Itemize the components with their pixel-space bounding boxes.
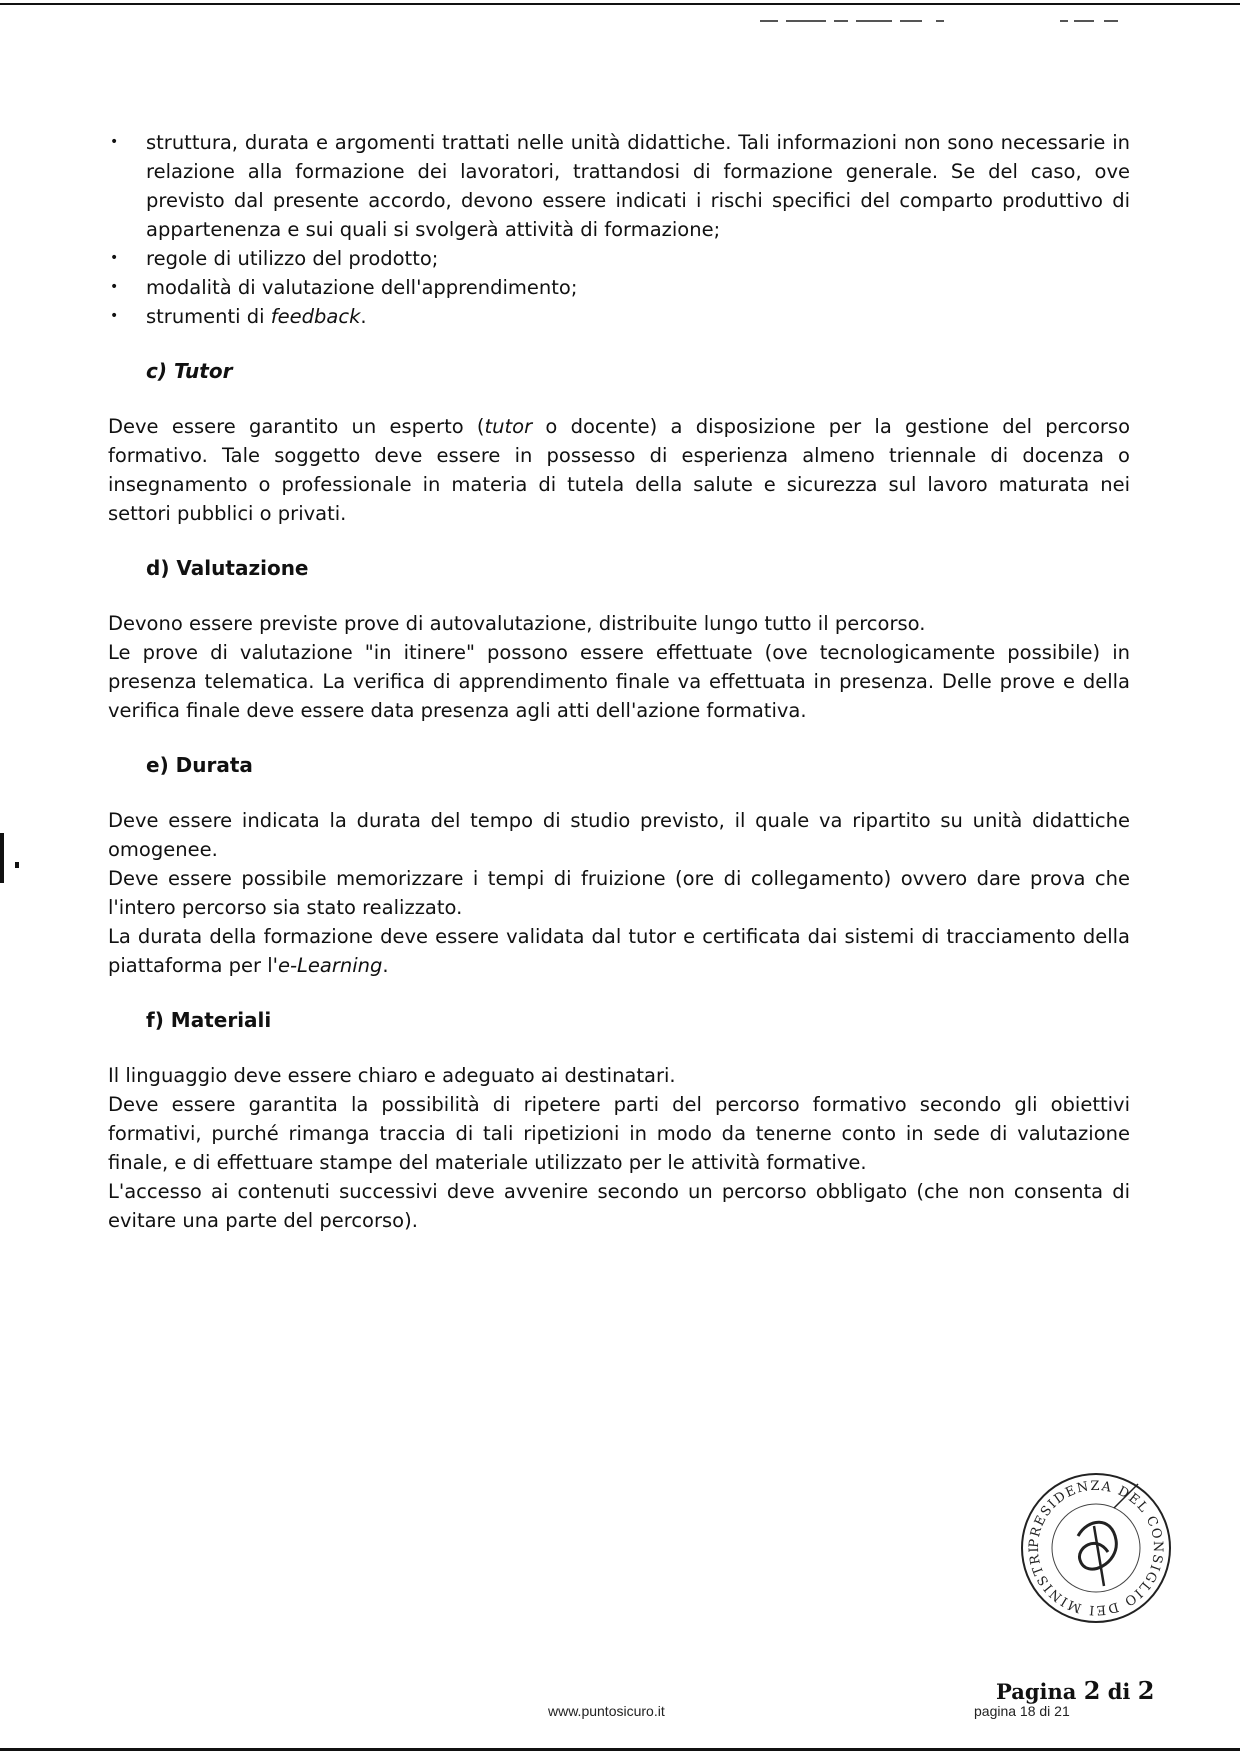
bullet-icon: • (110, 134, 119, 150)
paragraph: Deve essere possibile memorizzare i tempi di fruizione (ore di collegamento) ovvero dare prova che l'intero percorso sia stato realizzato. (108, 867, 1130, 919)
section-durata (108, 806, 1130, 980)
footer-url: www.puntosicuro.it (548, 1703, 665, 1719)
signature-stroke (1094, 1526, 1104, 1586)
bullet-icon: • (110, 308, 119, 324)
paragraph: La durata della formazione deve essere validata dal tutor e certificata dai sistemi di tracciamento della piattaforma per l'e-Learning. (108, 925, 1130, 977)
paragraph: L'accesso ai contenuti successivi deve avvenire secondo un percorso obbligato (che non consenta di evitare una parte del percorso). (108, 1180, 1130, 1232)
paragraph: Deve essere garantita la possibilità di ripetere parti del percorso formativo secondo gli obiettivi formativi, purché rimanga traccia di tali ripetizioni in modo da tenerne conto in sede di valutazione finale, e di effettuare stampe del materiale utilizzato per le attività formative. (108, 1093, 1130, 1174)
paragraph: Il linguaggio deve essere chiaro e adeguato ai destinatari. (108, 1064, 676, 1087)
section-title-tutor: c) Tutor (146, 359, 233, 383)
section-title-valutazione: d) Valutazione (146, 556, 309, 580)
list-item: • strumenti di feedback. (146, 302, 1130, 331)
page-number: Pagina 2 di 2 (996, 1676, 1155, 1705)
section-title-durata: e) Durata (146, 753, 253, 777)
bottom-rule (0, 1748, 1240, 1751)
paragraph: Deve essere garantito un esperto (tutor o docente) a disposizione per la gestione del percorso formativo. Tale soggetto deve essere in possesso di esperienza almeno triennale di docenza o insegnamento o professionale in materia di tutela della salute e sicurezza sul lavoro maturata nei settori pubblici o privati. (108, 415, 1130, 525)
paragraph: Deve essere indicata la durata del tempo di studio previsto, il quale va ripartito su unità didattiche omogenee. (108, 809, 1130, 861)
paragraph: Devono essere previste prove di autovalutazione, distribuite lungo tutto il percorso. (108, 612, 926, 635)
official-stamp (1016, 1468, 1176, 1628)
bullet-icon: • (110, 279, 119, 295)
document-body (108, 128, 1130, 1235)
list-item: • struttura, durata e argomenti trattati nelle unità didattiche. Tali informazioni non sono necessarie in relazione alla formazione dei lavoratori, trattandosi di formazione generale. Se del caso, ove previsto dal presente accordo, devono essere indicati i rischi specifici del comparto produttivo di appartenenza e sui quali si svolgerà attività di formazione; (146, 128, 1130, 244)
section-materiali (108, 1061, 1130, 1235)
bullet-icon: • (110, 250, 119, 266)
top-bullet-list (110, 128, 1130, 331)
top-rule (0, 3, 1240, 5)
footer-page-count: pagina 18 di 21 (974, 1703, 1070, 1719)
list-item: • modalità di valutazione dell'apprendimento; (146, 273, 1130, 302)
section-title-materiali: f) Materiali (146, 1008, 272, 1032)
left-margin-dot (15, 862, 19, 868)
faint-header-marks (760, 17, 1130, 27)
left-margin-mark (0, 833, 4, 883)
paragraph: Le prove di valutazione "in itinere" possono essere effettuate (ove tecnologicamente possibile) in presenza telematica. La verifica di apprendimento finale va effettuata in presenza. Delle prove e della verifica finale deve essere data presenza agli atti dell'azione formativa. (108, 641, 1130, 722)
section-tutor (108, 412, 1130, 528)
section-valutazione (108, 609, 1130, 725)
list-item: • regole di utilizzo del prodotto; (146, 244, 1130, 273)
stamp-text: PRESIDENZA DEL CONSIGLIO DEI MINISTRI (1026, 1478, 1166, 1618)
